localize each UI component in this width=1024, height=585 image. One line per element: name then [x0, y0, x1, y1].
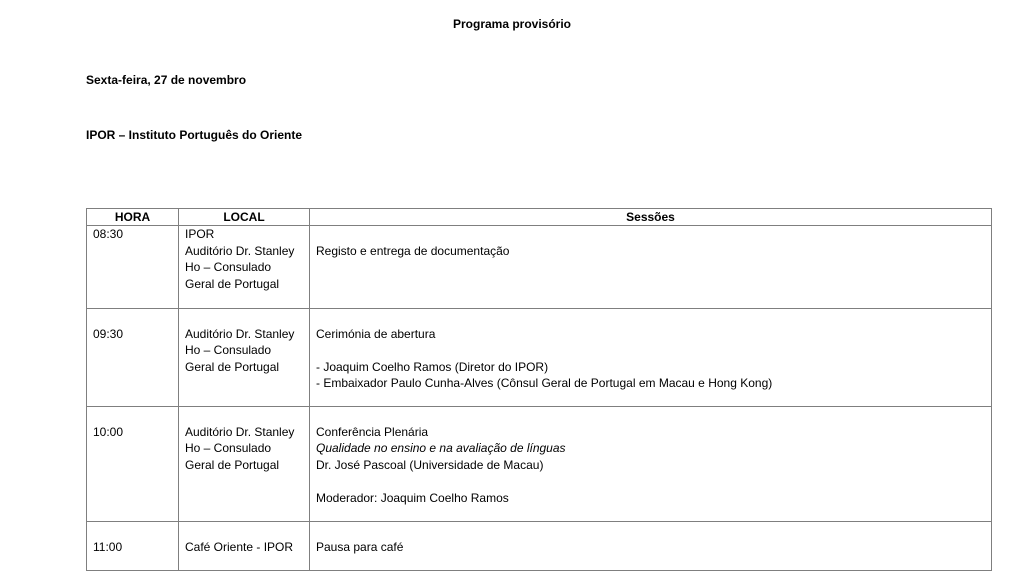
header-hora: HORA — [87, 209, 179, 226]
row-location: Auditório Dr. Stanley Ho – Consulado Geral de Portugal — [179, 309, 310, 407]
row-session: Registo e entrega de documentação — [310, 226, 992, 309]
table-row — [87, 407, 992, 522]
row-session: Conferência Plenária Qualidade no ensino e na avaliação de línguas Dr. José Pascoal (Universidade de Macau) Moderador: Joaquim Coelho Ramos — [310, 407, 992, 522]
row-location: Auditório Dr. Stanley Ho – Consulado Geral de Portugal — [179, 407, 310, 522]
table-row — [87, 522, 992, 571]
row-time: 10:00 — [87, 407, 179, 522]
row-session: Cerimónia de abertura - Joaquim Coelho Ramos (Diretor do IPOR) - Embaixador Paulo Cunha-Alves (Cônsul Geral de Portugal em Macau e Hong Kong) — [310, 309, 992, 407]
schedule-table — [86, 208, 992, 571]
row-location: IPOR Auditório Dr. Stanley Ho – Consulado Geral de Portugal — [179, 226, 310, 309]
row-time: 11:00 — [87, 522, 179, 571]
document-title: Programa provisório — [452, 17, 572, 31]
header-sessoes: Sessões — [310, 209, 992, 226]
row-location: Café Oriente - IPOR — [179, 522, 310, 571]
row-time: 09:30 — [87, 309, 179, 407]
event-venue: IPOR – Instituto Português do Oriente — [86, 128, 303, 142]
table-row — [87, 226, 992, 309]
table-header-row — [87, 209, 992, 226]
event-date: Sexta-feira, 27 de novembro — [86, 73, 247, 87]
header-local: LOCAL — [179, 209, 310, 226]
table-row — [87, 309, 992, 407]
row-session: Pausa para café — [310, 522, 992, 571]
row-time: 08:30 — [87, 226, 179, 309]
